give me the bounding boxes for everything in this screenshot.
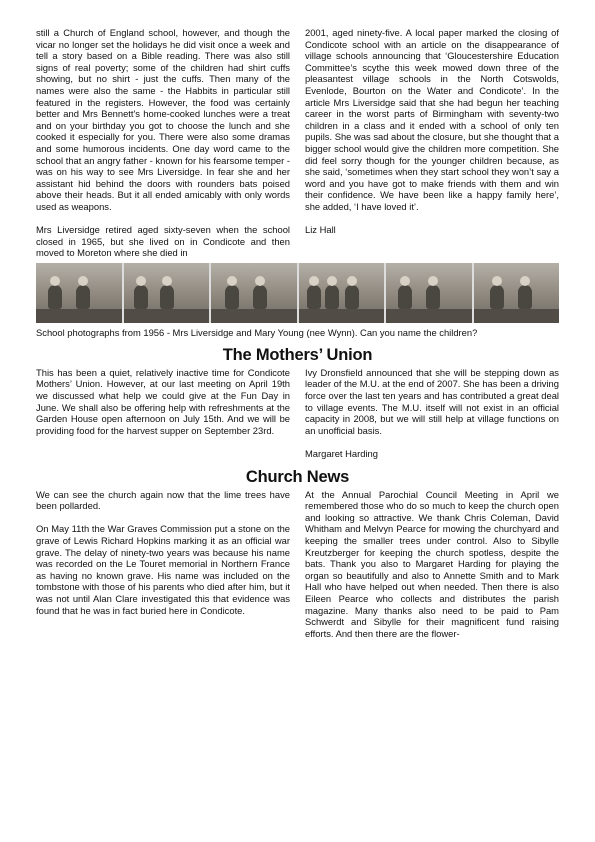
author-signature: Liz Hall — [305, 224, 336, 236]
school-photo-strip — [36, 263, 559, 323]
mothers-union-right-column — [305, 367, 559, 460]
school-photo — [299, 263, 385, 323]
history-right-column — [305, 27, 559, 259]
paragraph: 2001, aged ninety-five. A local paper marked the closing of Condicote school with an article on the disappearance of village schools announcing that ‘Gloucestershire Education Committee’s scythe this week mowed down three of the pleasantest village schools in the North Cotswolds, Evenlode, Bourton on the Water and Condicote’. In the article Mrs Liversidge said that she had begun her teaching career in the worst parts of Birmingham with seventy-two children in a class and it ended with a school of only ten pupils. She was sad about the closure, but she thought that a bigger school would give the children more competition. She did feel sorry though for the younger children because, as she said, ‘sometimes when they start school they won’t say a word and you have got to make friends with them and win their confidence. We have been like a happy family here’, she added, ‘I have loved it’. — [305, 27, 559, 212]
school-photo — [211, 263, 297, 323]
author-signature: Margaret Harding — [305, 448, 378, 460]
mothers-union-heading: The Mothers’ Union — [222, 345, 373, 364]
school-photo — [474, 263, 560, 323]
church-news-heading: Church News — [245, 467, 350, 486]
photo-caption: School photographs from 1956 - Mrs Liversidge and Mary Young (nee Wynn). Can you name the children? — [36, 326, 478, 338]
history-article — [36, 27, 559, 259]
paragraph: We can see the church again now that the lime trees have been pollarded. — [36, 488, 290, 512]
paragraph: still a Church of England school, however, and though the vicar no longer set the holidays he did visit once a week and tell a story based on a Bible reading. There was also still signs of real poverty; some of the children had shirt cuffs showing, but no shirt - just the cuffs. Then many of the names were also the same - the Habbits in particular still featured in the registers. However, the food was certainly better and Mrs Bennett's home-cooked lunches were a treat and on your birthday you got to choose the lunch and she cooked it especially for you. There were also some dramas and some humorous incidents. One day word came to the school that an angry father - known for his fearsome temper - was on his way to see Mrs Liversidge. In fear she and her assistant hid behind the doors with rounders bats poised above their heads. But it all ended amicably with only words used as weapons. — [36, 27, 290, 212]
church-news-left-column — [36, 489, 290, 640]
newsletter-page — [36, 27, 559, 639]
mothers-union-article — [36, 367, 559, 460]
paragraph: On May 11th the War Graves Commission put a stone on the grave of Lewis Richard Hopkins marking it as an official war grave. The delay of ninety-two years was because his name was recorded on the Le Touret memorial in Northern France as having no known grave. His name was included on the tombstone with those of his parents who died after him, but it was not until Alan Clare investigated this that evidence was found that he was in fact buried here in Condicote. — [36, 523, 290, 616]
school-photo — [124, 263, 210, 323]
school-photo — [36, 263, 122, 323]
mothers-union-left-column — [36, 367, 290, 460]
history-left-column — [36, 27, 290, 259]
school-photo — [386, 263, 472, 323]
church-news-article — [36, 489, 559, 640]
paragraph: Mrs Liversidge retired aged sixty-seven when the school closed in 1965, but she lived on in Condicote and then moved to Moreton where she died in — [36, 224, 290, 259]
paragraph: Ivy Dronsfield announced that she will be stepping down as leader of the M.U. at the end of 2007. She has been a driving force over the last ten years and has contributed a great deal to village events. The M.U. itself will not exist in an official capacity in 2008, but we will still help at village functions on an unofficial basis. — [305, 366, 559, 436]
paragraph: At the Annual Parochial Council Meeting in April we remembered those who do so much to keep the church open and looking so attractive. We thank Chris Coleman, David Whitham and Melvyn Pearce for mowing the churchyard and keeping the smaller trees under control. Also to Sibylle Kreutzberger for keeping the church spotless, despite the bats. Thank you also to Margaret Harding for playing the organ so beautifully and also to Annette Smith and to Mark Hall who have helped out when needed. Then there is also Eileen Pearce who collects and distributes the parish magazine. Many thanks also need to be paid to Pam Schwerdt and Sibylle for their magnificent fund raising efforts. And then there are the flower- — [305, 488, 559, 639]
paragraph: This has been a quiet, relatively inactive time for Condicote Mothers’ Union. However, at our last meeting on April 19th we discussed what help we could give at the Fun Day in June. We shall also be offering help with refreshments at the Garden House open afternoon on July 15th. And we will be providing food for the harvest supper on September 23rd. — [36, 366, 290, 436]
church-news-right-column — [305, 489, 559, 640]
